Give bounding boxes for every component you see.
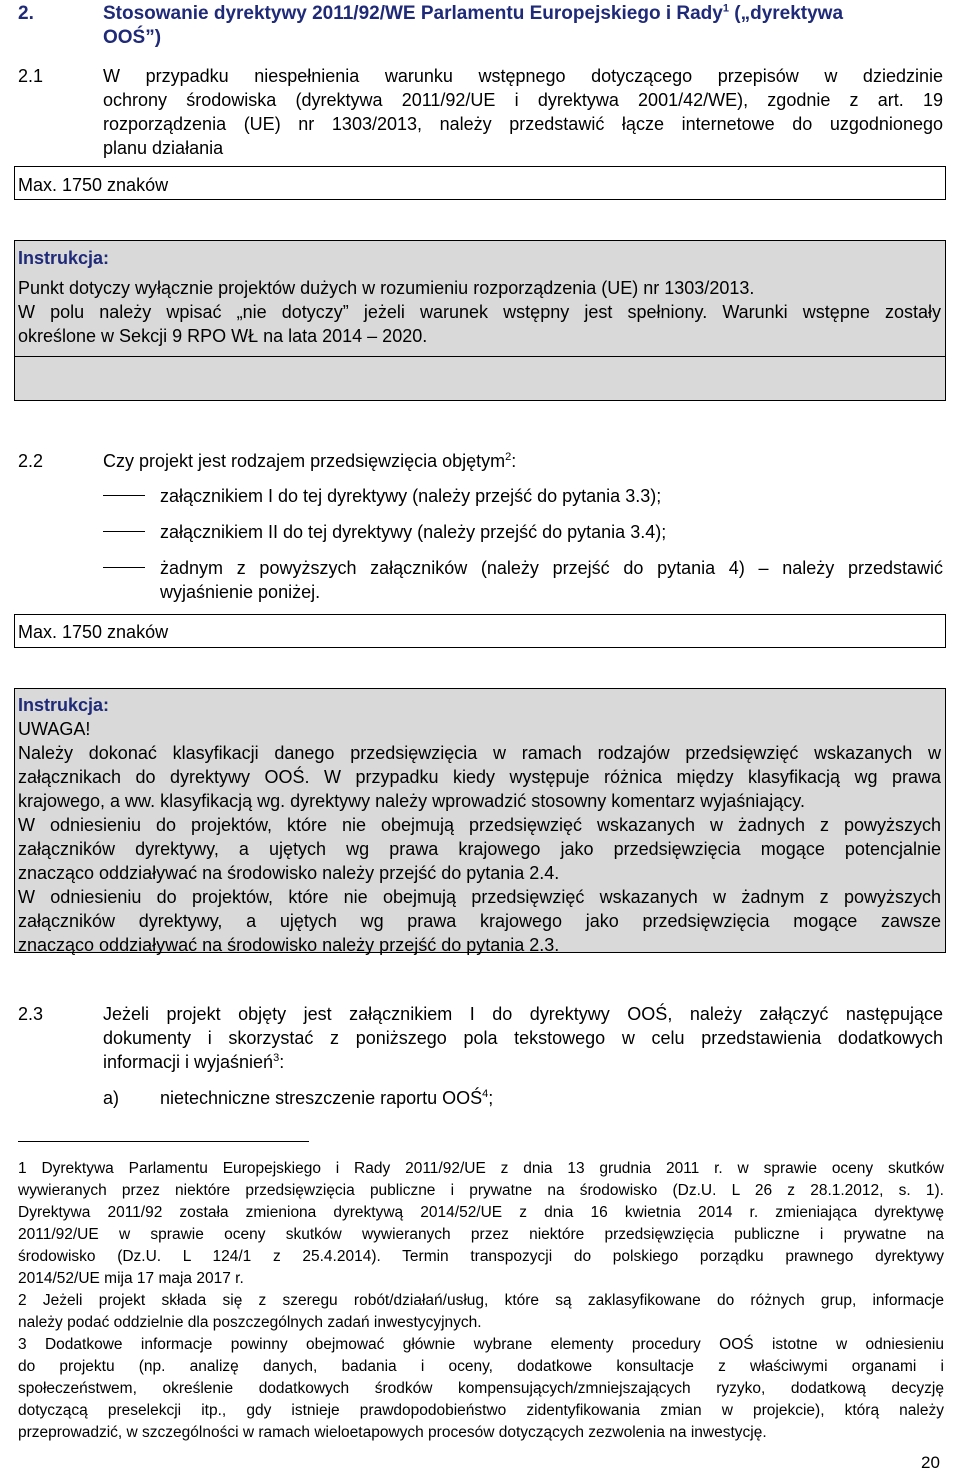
answer-field-2-2[interactable] — [14, 614, 946, 648]
section-title-line2: OOŚ”) — [103, 27, 162, 48]
item-a-text — [160, 1086, 493, 1110]
instruction-warning: UWAGA! — [18, 719, 91, 739]
instruction-line: znacząco oddziaływać na środowisko należy przejść do pytania 2.3. — [18, 935, 560, 955]
section-title-line1 — [103, 2, 943, 26]
question-2-1-number: 2.1 — [18, 66, 44, 86]
section-title-text: Stosowanie dyrektywy 2011/92/WE Parlamentu Europejskiego i Rady — [103, 3, 723, 24]
instruction-line: załącznikach do dyrektywy OOŚ. W przypadku kiedy występuje różnica między klasyfikacją wg prawa — [18, 767, 941, 787]
instruction-line: krajowego, a ww. klasyfikacją wg. dyrektywy należy wprowadzić stosowny komentarz wyjaśniający. — [18, 791, 805, 811]
instruction-line: załączników dyrektywy, a ujętych wg prawa krajowego jako przedsięwzięcia mogące zawsze — [18, 911, 941, 931]
footnote-line: do projektu (np. analizę danych, badania i oceny, dodatkowe konsultacje z właściwymi organami i — [18, 1358, 944, 1375]
footnote-line: środowisko (Dz.U. L 124/1 z 25.4.2014). Termin transpozycji do polskiego porządku prawnego dyrektywy — [18, 1248, 944, 1265]
question-2-3-line: dokumenty i skorzystać z poniższego pola tekstowego w celu przedstawienia dodatkowych — [103, 1028, 943, 1048]
question-2-3-line: Jeżeli projekt objęty jest załącznikiem I do dyrektywy OOŚ, należy załączyć następujące — [103, 1004, 943, 1024]
footnote-line: 2014/52/UE mija 17 maja 2017 r. — [18, 1270, 244, 1287]
section-title-suffix: („dyrektywa — [728, 3, 844, 24]
question-2-1-line: planu działania — [103, 138, 224, 158]
option-none[interactable]: żadnym z powyższych załączników (należy przejść do pytania 4) – należy przedstawić — [160, 558, 943, 578]
instruction-box-2-1 — [14, 240, 946, 357]
footnote-line: 2 Jeżeli projekt składa się z szeregu robót/działań/usług, które są zaklasyfikowane do różnych grup, informacje — [18, 1292, 944, 1309]
instruction-line: W odniesieniu do projektów, które nie obejmują przedsięwzięć wskazanych w żadnym z powyższych — [18, 887, 941, 907]
footnote-line: 3 Dodatkowe informacje powinny obejmować głównie wybrane elementy procedury OOŚ istotne w odniesieniu — [18, 1336, 944, 1353]
footnote-line: wywieranych przez niektóre przedsięwzięcia publiczne i prywatne na środowisko (Dz.U. L 26 z 28.1.2012, s. 1). — [18, 1182, 944, 1199]
page-number: 20 — [921, 1453, 940, 1472]
footnote-ref-2: 2 — [505, 451, 512, 463]
question-2-3-line — [103, 1050, 284, 1074]
question-2-2-number: 2.2 — [18, 451, 44, 471]
instruction-line: W polu należy wpisać „nie dotyczy” jeżeli warunek wstępny jest spełniony. Warunki wstępne zostały — [18, 302, 941, 322]
footnote-ref-1: 1 — [722, 2, 729, 15]
question-2-2-colon: : — [511, 451, 517, 471]
instruction-label: Instrukcja: — [18, 248, 110, 268]
question-2-1-line: W przypadku niespełnienia warunku wstępnego dotyczącego przepisów w dziedzinie — [103, 66, 943, 86]
footnote-ref-3: 3 — [273, 1052, 280, 1064]
question-2-2-text — [103, 449, 516, 473]
item-a-label: a) — [103, 1088, 120, 1108]
footnote-line: należy podać oddzielnie dla poszczególnych zadań inwestycyjnych. — [18, 1314, 482, 1331]
footnote-line: Dyrektywa 2011/92 została zmieniona dyrektywą 2014/52/UE z dnia 16 kwietnia 2014 r. zmieniająca dyrektywę — [18, 1204, 944, 1221]
option-none-line2: wyjaśnienie poniżej. — [160, 582, 321, 602]
instruction-line: Należy dokonać klasyfikacji danego przedsięwzięcia w ramach rodzajów przedsięwzięć wskazanych w — [18, 743, 941, 763]
instruction-line: znacząco oddziaływać na środowisko należy przejść do pytania 2.4. — [18, 863, 560, 883]
instruction-box-2-2 — [14, 688, 946, 953]
instruction-line: określone w Sekcji 9 RPO WŁ na lata 2014 – 2020. — [18, 326, 428, 346]
footnote-line: 2011/92/UE w sprawie oceny skutków wywieranych przez niektóre przedsięwzięcia publiczne i prywatne na — [18, 1226, 944, 1243]
question-2-3-number: 2.3 — [18, 1004, 44, 1024]
option-annex-2[interactable]: załącznikiem II do tej dyrektywy (należy przejść do pytania 3.4); — [160, 522, 667, 542]
instruction-label: Instrukcja: — [18, 695, 110, 715]
footnote-ref-4: 4 — [482, 1088, 489, 1100]
item-a-description: nietechniczne streszczenie raportu OOŚ — [160, 1088, 483, 1108]
answer-field-2-1[interactable] — [14, 166, 946, 200]
option-dash — [103, 567, 145, 568]
question-2-1-line: ochrony środowiska (dyrektywa 2011/92/UE i dyrektywa 2001/42/WE), zgodnie z art. 19 — [103, 90, 943, 110]
section-number: 2. — [18, 3, 34, 24]
footnote-separator — [18, 1141, 309, 1142]
question-2-3-colon: : — [279, 1052, 285, 1072]
footnote-line: 1 Dyrektywa Parlamentu Europejskiego i Rady 2011/92/UE z dnia 13 grudnia 2011 r. w sprawie oceny skutków — [18, 1160, 944, 1177]
footnote-line: społeczeństwem, określenie dodatkowych środków kompensujących/zmniejszających ryzyko, dodatkową decyzję — [18, 1380, 944, 1397]
question-2-2-label: Czy projekt jest rodzajem przedsięwzięcia objętym — [103, 451, 506, 471]
question-2-3-text: informacji i wyjaśnień — [103, 1052, 274, 1072]
footnote-line: przeprowadzić, w szczególności w ramach wieloetapowych procesów dotyczących zezwolenia na inwestycję. — [18, 1424, 767, 1441]
option-annex-1[interactable]: załącznikiem I do tej dyrektywy (należy przejść do pytania 3.3); — [160, 486, 662, 506]
item-a-end: ; — [488, 1088, 494, 1108]
question-2-1-line: rozporządzenia (UE) nr 1303/2013, należy przedstawić łącze internetowe do uzgodnionego — [103, 114, 943, 134]
max-chars-label: Max. 1750 znaków — [18, 622, 169, 642]
instruction-line: Punkt dotyczy wyłącznie projektów dużych w rozumieniu rozporządzenia (UE) nr 1303/2013. — [18, 278, 755, 298]
answer-input-2-1[interactable] — [14, 356, 946, 401]
option-dash — [103, 495, 145, 496]
instruction-line: załączników dyrektywy, a ujętych wg prawa krajowego jako przedsięwzięcia mogące potencjalnie — [18, 839, 941, 859]
max-chars-label: Max. 1750 znaków — [18, 175, 169, 195]
footnote-line: dotyczącą preselekcji itp., gdy istnieje prawdopodobieństwo zidentyfikowania zmian w projekcie), którą należy — [18, 1402, 944, 1419]
option-dash — [103, 531, 145, 532]
instruction-line: W odniesieniu do projektów, które nie obejmują przedsięwzięć wskazanych w żadnych z powyższych — [18, 815, 941, 835]
